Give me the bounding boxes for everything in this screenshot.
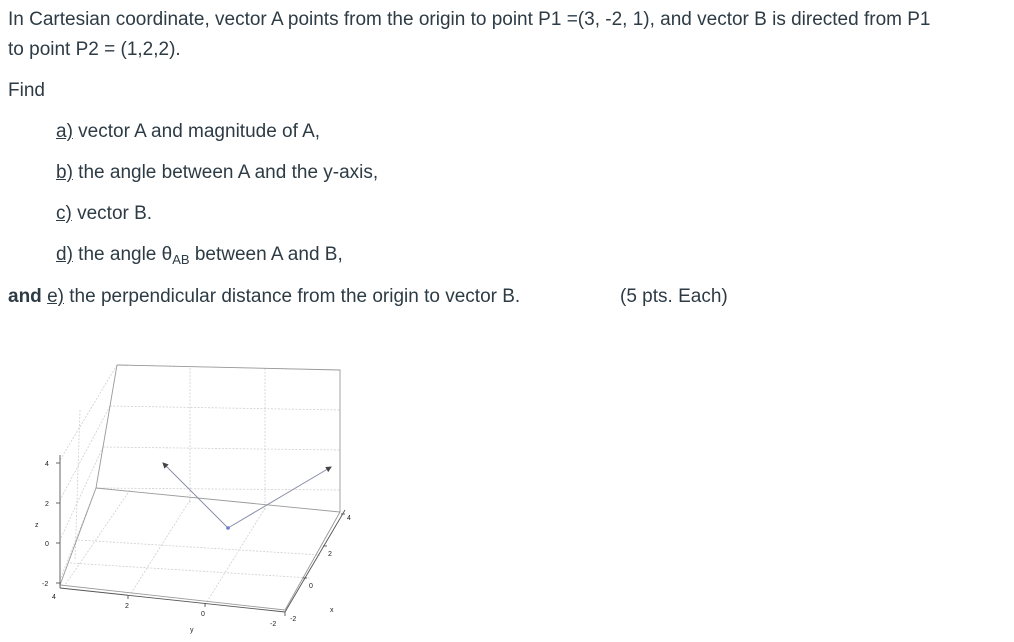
part-b-text: the angle between A and the y-axis, xyxy=(72,162,379,183)
part-c-text: vector B. xyxy=(71,203,153,224)
part-a-letter: a) xyxy=(56,121,73,142)
axis-ticks xyxy=(56,463,345,616)
part-e-letter: e) xyxy=(47,286,64,307)
vector-b xyxy=(228,467,331,528)
y-axis-label: y xyxy=(190,627,194,634)
part-c-letter: c) xyxy=(56,203,72,224)
part-e-text: the perpendicular distance from the origin to vector B. xyxy=(63,286,521,307)
part-a-text: vector A and magnitude of A, xyxy=(72,121,321,142)
part-d-text-before: the angle θ xyxy=(72,244,173,265)
y-tick-2: 2 xyxy=(125,603,129,610)
z-tick-0: 0 xyxy=(45,541,49,548)
z-tick-2: 2 xyxy=(45,501,49,508)
part-d-letter: d) xyxy=(56,244,73,265)
y-tick-neg2: -2 xyxy=(270,621,277,628)
box-edges xyxy=(60,365,340,610)
x-axis-label: x xyxy=(330,607,334,614)
z-axis-label: z xyxy=(35,522,39,529)
x-tick-2: 2 xyxy=(328,551,332,558)
x-tick-0: 0 xyxy=(309,583,313,590)
vectors xyxy=(163,463,331,528)
points-note: (5 pts. Each) xyxy=(620,286,728,307)
part-e xyxy=(8,285,520,309)
vector-3d-figure xyxy=(0,340,380,640)
intro-line-1: In Cartesian coordinate, vector A points from the origin to point P1 =(3, -2, 1), and vector B is directed from P1 xyxy=(8,9,931,30)
z-tick-neg2: -2 xyxy=(42,581,49,588)
find-label: Find xyxy=(8,80,45,101)
part-d-text-after: between A and B, xyxy=(189,244,343,265)
part-c xyxy=(56,202,152,226)
origin-point xyxy=(226,526,230,530)
part-a xyxy=(56,120,320,144)
grid xyxy=(60,365,340,610)
x-tick-neg2: -2 xyxy=(290,616,297,623)
y-tick-0: 0 xyxy=(201,611,205,618)
intro-line-2: to point P2 = (1,2,2). xyxy=(8,39,181,60)
part-b-letter: b) xyxy=(56,162,73,183)
z-tick-4: 4 xyxy=(45,461,49,468)
part-d xyxy=(56,243,343,267)
part-e-prefix: and xyxy=(8,286,48,307)
axes xyxy=(60,455,345,612)
part-b xyxy=(56,161,378,185)
part-d-subscript: AB xyxy=(172,252,190,267)
x-tick-4: 4 xyxy=(347,515,351,522)
y-tick-4: 4 xyxy=(52,594,56,601)
